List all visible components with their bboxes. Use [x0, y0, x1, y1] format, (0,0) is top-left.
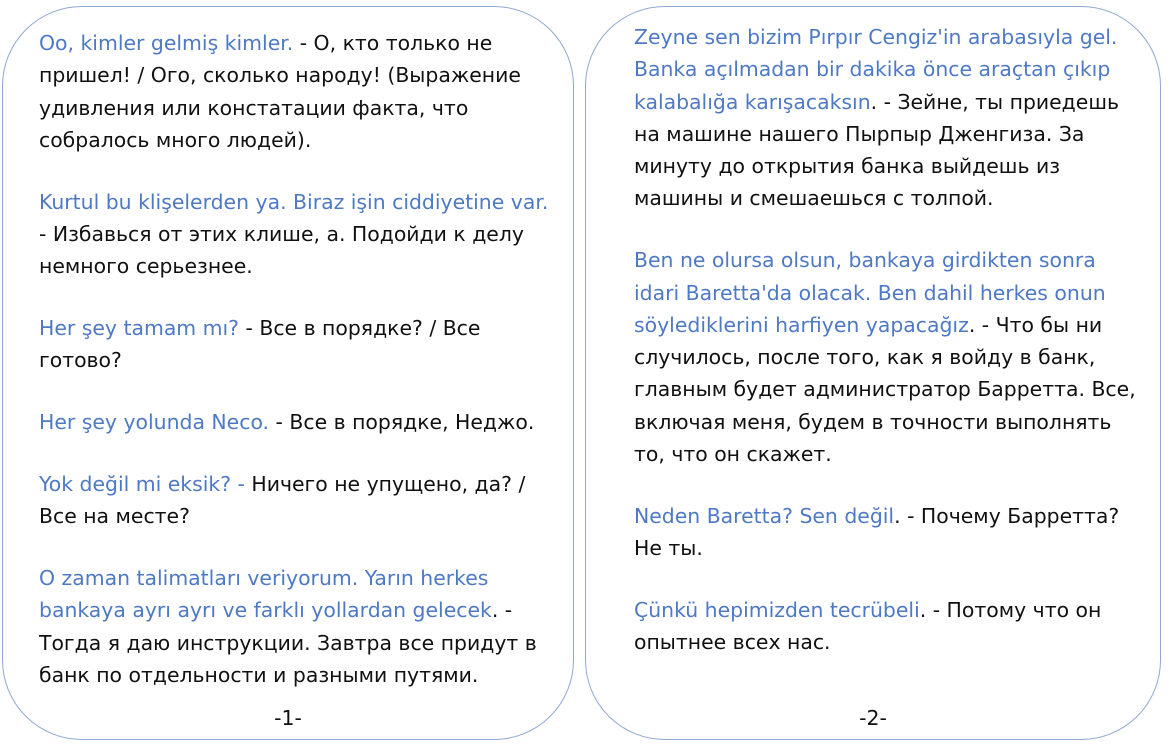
russian-translation: - Все в порядке, Неджо.: [269, 410, 535, 435]
phrase-entry: [39, 312, 555, 377]
page-number: -2-: [859, 706, 887, 730]
russian-translation: - О, кто только не пришел! / Ого, сколько народу! (Выражение удивления или констатации факта, что собралось много людей).: [39, 31, 521, 152]
phrase-entry: [634, 21, 1144, 215]
phrase-entry: [39, 562, 555, 691]
turkish-phrase: Neden Baretta? Sen değil: [634, 503, 895, 528]
russian-translation: . - Потому что он опытнее всех нас.: [634, 597, 1102, 655]
turkish-phrase: Her şey yolunda Neco.: [39, 410, 270, 435]
phrase-entry: [39, 406, 555, 438]
phrase-entry: [634, 244, 1144, 470]
entry-list: [634, 21, 1144, 688]
turkish-phrase: Yok değil mi eksik? -: [39, 471, 252, 496]
page-card-1: [2, 6, 574, 740]
phrase-entry: [39, 186, 555, 283]
entry-list: [39, 27, 555, 721]
phrase-entry: [634, 594, 1144, 659]
russian-translation: . - Что бы ни случилось, после того, как я войду в банк, главным будет администратор Барретта. Все, включая меня, будем в точности выполнять то, что он скажет.: [634, 312, 1136, 467]
phrase-entry: [39, 468, 555, 533]
russian-translation: - Избавься от этих клише, а. Подойди к делу немного серьезнее.: [39, 221, 524, 279]
page-number: -1-: [274, 706, 302, 730]
phrase-entry: [39, 27, 555, 156]
turkish-phrase: Her şey tamam mı?: [39, 316, 240, 341]
turkish-phrase: Çünkü hepimizden tecrübeli: [634, 597, 920, 622]
phrase-entry: [634, 500, 1144, 565]
turkish-phrase: Oo, kimler gelmiş kimler.: [39, 31, 294, 55]
turkish-phrase: O zaman talimatları veriyorum. Yarın herkes bankaya ayrı ayrı ve farklı yollardan gelecek: [39, 566, 492, 623]
russian-translation: Ничего не упущено, да? / Все на месте?: [39, 471, 526, 529]
russian-translation: . - Тогда я даю инструкции. Завтра все придут в банк по отдельности и разными путями.: [39, 598, 537, 687]
turkish-phrase: Ben ne olursa olsun, bankaya girdikten sonra idari Baretta'da olacak. Ben dahil herkes onun söylediklerini harfiyen yapacağız: [634, 248, 1106, 337]
russian-translation: . - Почему Барретта? Не ты.: [634, 503, 1120, 561]
page-card-2: [585, 6, 1161, 740]
russian-translation: . - Зейне, ты приедешь на машине нашего Пырпыр Дженгиза. За минуту до открытия банка выйдешь из машины и смешаешься с толпой.: [634, 89, 1120, 211]
turkish-phrase: Kurtul bu klişelerden ya. Biraz işin ciddiyetine var.: [39, 189, 549, 214]
russian-translation: - Все в порядке? / Все готово?: [39, 316, 481, 373]
turkish-phrase: Zeyne sen bizim Pırpır Cengiz'in arabasıyla gel. Banka açılmadan bir dakika önce araçtan çıkıp kalabalığa karışacaksın: [634, 25, 1118, 114]
